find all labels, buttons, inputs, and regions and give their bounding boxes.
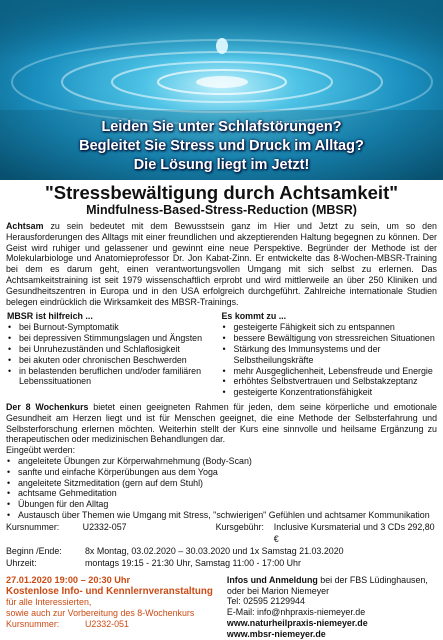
course-fee-value: Inclusive Kursmaterial und 3 CDs 292,80 € (273, 521, 435, 544)
list-item: • bei depressiven Stimmungslagen und Ängsten (7, 333, 222, 344)
page-title: "Stressbewältigung durch Achtsamkeit" (44, 182, 399, 203)
course-dates-value: 8x Montag, 03.02.2020 – 30.03.2020 und 1x Samstag 21.03.2020 (85, 545, 344, 556)
list-item: • achtsame Gehmeditation (6, 488, 437, 499)
results-list (222, 322, 438, 398)
list-item: • bei akuten oder chronischen Beschwerden (7, 355, 222, 366)
intro-paragraph (6, 221, 437, 307)
list-item: • angeleitete Übungen zur Körperwahrnehmung (Body-Scan) (6, 456, 437, 467)
info-event (6, 575, 227, 640)
list-item: • bessere Bewältigung von stressreichen Situationen (222, 333, 438, 344)
hero-headline-3: Die Lösung liegt im Jetzt! (133, 157, 310, 173)
results-column (222, 311, 438, 398)
list-item: • gesteigerte Fähigkeit sich zu entspannen (222, 322, 438, 333)
contact-person: oder bei Marion Niemeyer (226, 585, 330, 596)
event-number-row (6, 619, 227, 630)
list-item: • bei Burnout-Symptomatik (7, 322, 222, 333)
course-time-value: montags 19:15 - 21:30 Uhr, Samstag 11:00 - 17:00 Uhr (85, 557, 301, 568)
contact-phone[interactable]: Tel: 02595 2129944 (226, 596, 305, 607)
flyer-content (0, 182, 443, 640)
event-number-value: U2332-051 (85, 618, 129, 629)
list-item: • in belastenden beruflichen und/oder familiären Lebenssituationen (7, 366, 222, 388)
list-item: • gesteigerte Konzentrationsfähigkeit (222, 387, 438, 398)
page-subtitle: Mindfulness-Based-Stress-Reduction (MBSR) (86, 203, 357, 217)
list-item: • Stärkung des Immunsystems und der Selbstheilungskräfte (222, 344, 438, 366)
list-item: • Übungen für den Alltag (6, 499, 437, 510)
helpful-list (7, 322, 222, 387)
course-dates-label: Beginn /Ende: (6, 545, 62, 556)
event-number-label: Kursnummer: (6, 618, 60, 629)
course-number-value: U2332-057 (82, 521, 127, 532)
hero-headline-1: Leiden Sie unter Schlafstörungen? (101, 119, 342, 135)
list-item: • bei Unruhezuständen und Schlaflosigkeit (7, 344, 222, 355)
course-lead: Der 8 Wochenkurs (6, 401, 89, 412)
contact-lead: Infos und Anmeldung (226, 574, 318, 585)
website-link-1[interactable]: www.naturheilpraxis-niemeyer.de (226, 617, 368, 628)
intro-lead: Achtsam (6, 221, 44, 231)
helpful-column (6, 311, 222, 398)
hero-headline-2: Begleitet Sie Stress und Druck im Alltag? (79, 138, 364, 154)
list-item: • angeleitete Sitzmeditation (gern auf dem Stuhl) (6, 478, 437, 489)
list-item: • mehr Ausgeglichenheit, Lebensfreude und Energie (222, 366, 438, 377)
results-heading: Es kommt zu ... (221, 311, 287, 322)
list-item: • Austausch über Themen wie Umgang mit Stress, "schwierigen" Gefühlen und achtsamer Kommunikation (6, 510, 437, 521)
course-dates-row (6, 545, 437, 557)
contact-org: bei der FBS Lüdinghausen, (317, 574, 428, 585)
course-time-row (6, 557, 437, 569)
website-link-2[interactable]: www.mbsr-niemeyer.de (226, 628, 326, 639)
course-text: bietet einen geeigneten Rahmen für jeden, dem seine körperliche und emotionale Gesundheit am Herzen liegt und ist für Menschen geeignet, die eine Methode der Selbsterfahrung und Selbsterforschung erlernen möchten. Weiterhin stellt der Kurs eine sinnvolle und heilsame Ergänzung zu therapeutischen oder medizinischen Behandlungen dar. (6, 401, 437, 445)
course-number-label: Kursnummer: (6, 521, 60, 532)
exercises-heading: Eingeübt werden: (6, 445, 76, 456)
event-purpose: sowie auch zur Vorbereitung des 8-Wochenkurs (6, 608, 195, 619)
hero-banner (0, 0, 443, 180)
course-time-label: Uhrzeit: (6, 557, 37, 568)
course-number-row (6, 521, 437, 545)
course-paragraph (6, 402, 437, 445)
contact-box (227, 575, 437, 640)
bottom-section (6, 575, 437, 640)
course-fee-label: Kursgebühr: (215, 521, 264, 532)
event-title: Kostenlose Info- und Kennlernveranstaltung (6, 585, 213, 597)
exercises-list (6, 456, 437, 521)
list-item: • sanfte und einfache Körperübungen aus dem Yoga (6, 467, 437, 478)
helpful-heading: MBSR ist hilfreich ... (7, 311, 93, 322)
benefit-columns (6, 311, 437, 398)
contact-line-1 (227, 575, 437, 586)
event-audience: für alle Interessierten, (6, 597, 92, 608)
list-item: • erhöhtes Selbstvertrauen und Selbstakzeptanz (222, 376, 438, 387)
event-date: 27.01.2020 19:00 – 20:30 Uhr (6, 574, 131, 585)
intro-text: zu sein bedeutet mit dem Bewusstsein ganz im Hier und Jetzt zu sein, um so den Herausforderungen des Alltags mit einer freundlichen und akzeptierenden Haltung begegnen zu können. Der Geist wird ruhiger und gelassener und gewinnt eine neue Perspektive. Begründer der Methode ist der Molekularbiologe und Anatomieprofessor Dr. Jon Kabat-Zinn. Er entwickelte das 8-Wochen-MBSR-Training bei dem es darum geht, einen verantwortungsvollen Umgang mit sich selbst zu erlernen. Das Achtsamkeitstraining ist seit 1979 wissenschaftlich erprobt und wird mittlerweile an über 250 Kliniken und Gesundheitszentren in Europa und in den USA erfolgreich durchgeführt. Zahlreiche internationale Studien belegen eindrücklich die Wirksamkeit des MBSR-Trainings. (6, 221, 437, 307)
contact-email[interactable]: E-Mail: info@nhpraxis-niemeyer.de (226, 607, 366, 618)
